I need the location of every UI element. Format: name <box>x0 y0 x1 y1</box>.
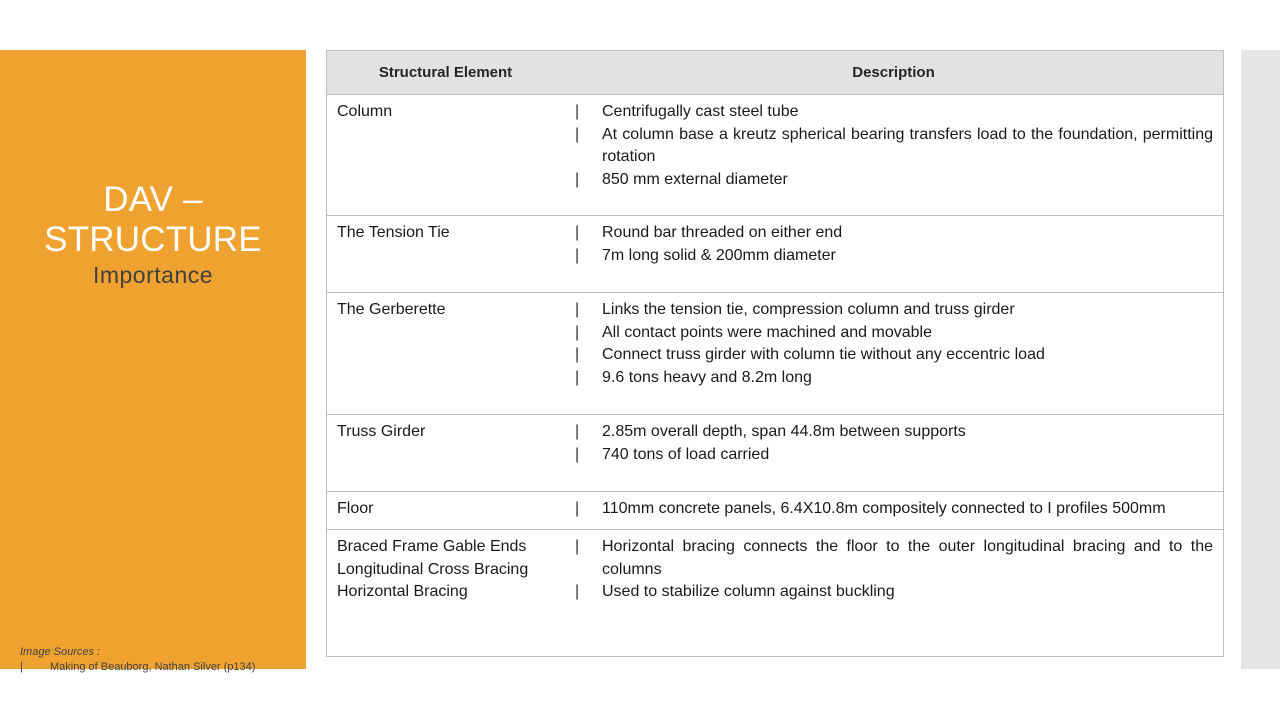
structure-table <box>326 50 1224 657</box>
image-source-item <box>20 661 255 673</box>
element-cell: Truss Girder <box>337 423 426 440</box>
description-cell <box>575 299 1213 389</box>
slide-title: DAV – STRUCTURE <box>44 180 262 259</box>
table-row <box>327 293 1223 415</box>
description-item: | All contact points were machined and movable <box>575 322 1213 345</box>
table-row <box>327 530 1223 657</box>
table-row <box>327 492 1223 530</box>
description-item: | 110mm concrete panels, 6.4X10.8m compositely connected to I profiles 500mm <box>575 498 1213 521</box>
header-structural-element: Structural Element <box>378 64 513 81</box>
description-item: | Horizontal bracing connects the floor to the outer longitudinal bracing and to the columns <box>575 536 1213 581</box>
description-item: | Connect truss girder with column tie without any eccentric load <box>575 344 1213 367</box>
description-item: | Centrifugally cast steel tube <box>575 101 1213 124</box>
header-description: Description <box>852 64 935 81</box>
description-item: | Round bar threaded on either end <box>575 222 1213 245</box>
description-item: | 9.6 tons heavy and 8.2m long <box>575 367 1213 390</box>
table-row <box>327 415 1223 492</box>
element-cell: Column <box>337 103 393 120</box>
table-header <box>327 51 1223 95</box>
image-sources-list <box>20 661 255 673</box>
description-item: | Links the tension tie, compression column and truss girder <box>575 299 1213 322</box>
description-cell <box>575 498 1213 521</box>
description-item: | 850 mm external diameter <box>575 169 1213 192</box>
element-cell: The Gerberette <box>337 301 446 318</box>
description-item: | At column base a kreutz spherical bearing transfers load to the foundation, permitting rotation <box>575 124 1213 169</box>
element-cell: Floor <box>337 500 374 517</box>
right-decorative-strip <box>1241 50 1280 669</box>
description-cell <box>575 421 1213 466</box>
table-row <box>327 95 1223 216</box>
slide-subtitle: Importance <box>92 262 214 288</box>
image-sources-heading: Image Sources : <box>20 646 101 658</box>
table-row <box>327 216 1223 293</box>
element-cell: The Tension Tie <box>337 224 450 241</box>
description-item: | 2.85m overall depth, span 44.8m between supports <box>575 421 1213 444</box>
description-cell <box>575 101 1213 191</box>
description-item: | 740 tons of load carried <box>575 444 1213 467</box>
description-cell <box>575 536 1213 604</box>
description-cell <box>575 222 1213 267</box>
title-sidebar <box>0 50 306 673</box>
image-source-text: Making of Beauborg, Nathan Silver (p134) <box>50 661 256 673</box>
element-cell: Braced Frame Gable Ends Longitudinal Cross Bracing Horizontal Bracing <box>337 538 529 600</box>
description-item: | Used to stabilize column against buckling <box>575 581 1213 604</box>
description-item: | 7m long solid & 200mm diameter <box>575 245 1213 268</box>
bullet-bar-icon: | <box>20 661 23 673</box>
